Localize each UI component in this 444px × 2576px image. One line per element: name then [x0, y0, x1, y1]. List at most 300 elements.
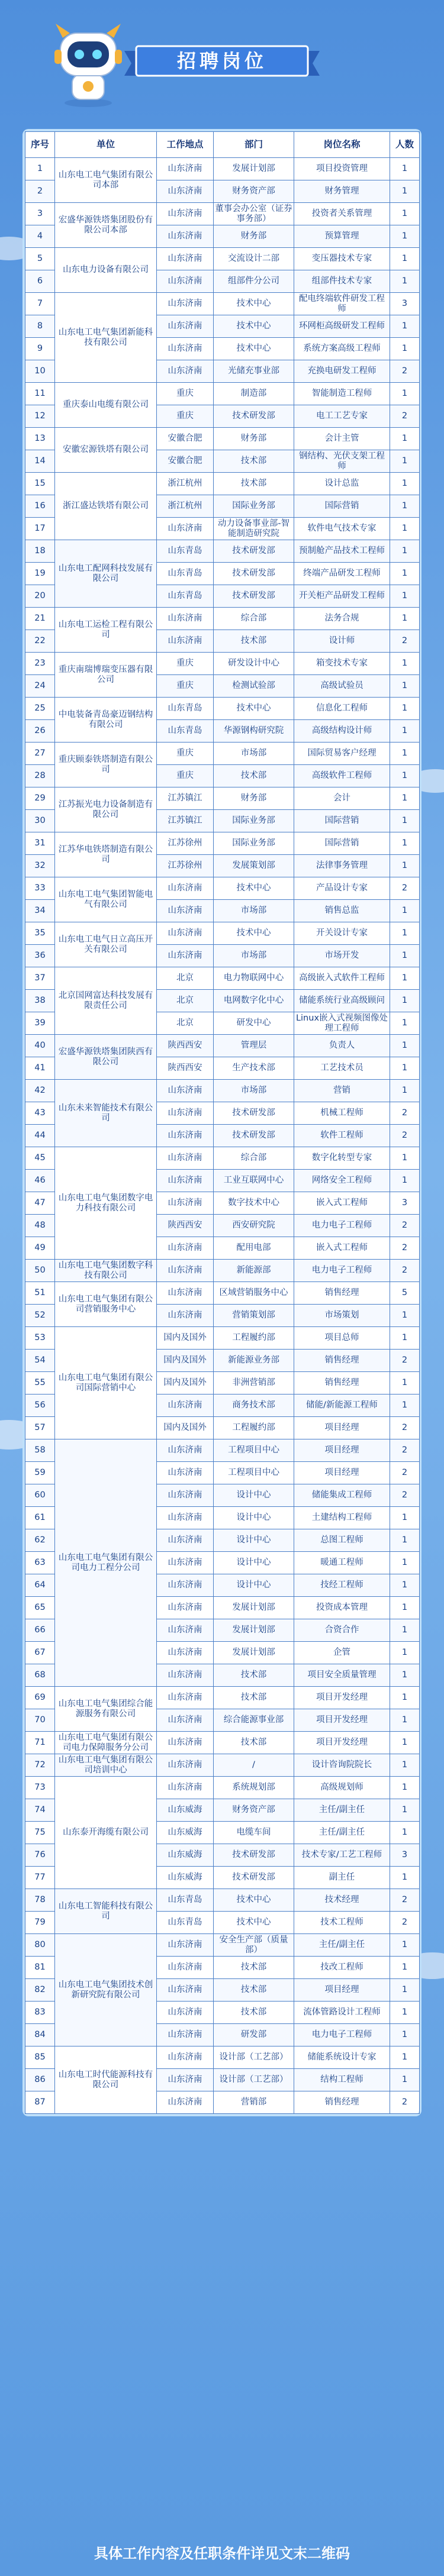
- row-number-cell: 86: [25, 2069, 55, 2091]
- location-cell: 山东济南: [157, 158, 214, 180]
- location-cell: 山东济南: [157, 1709, 214, 1732]
- headcount-cell: 1: [390, 1035, 420, 1057]
- department-cell: 发展计划部: [214, 1597, 294, 1619]
- department-cell: 技术研发部: [214, 563, 294, 585]
- row-number-cell: 32: [25, 855, 55, 877]
- location-cell: 山东济南: [157, 1777, 214, 1799]
- row-number-cell: 26: [25, 720, 55, 743]
- row-number-cell: 74: [25, 1799, 55, 1822]
- position-cell: 钢结构、光伏支架工程师: [294, 450, 390, 473]
- unit-cell: 中电装备青岛豪迈钢结构有限公司: [55, 698, 157, 743]
- department-cell: 国际业务部: [214, 810, 294, 832]
- row-number-cell: 83: [25, 2002, 55, 2024]
- headcount-cell: 1: [390, 1305, 420, 1327]
- unit-cell: 山东电工电气集团有限公司本部: [55, 158, 157, 203]
- table-row: [25, 1439, 420, 1462]
- location-cell: 国内及国外: [157, 1372, 214, 1394]
- position-cell: 销售经理: [294, 1350, 390, 1372]
- row-number-cell: 43: [25, 1102, 55, 1125]
- headcount-cell: 1: [390, 810, 420, 832]
- headcount-cell: 1: [390, 900, 420, 922]
- unit-cell: 山东电工时代能源科技有限公司: [55, 2046, 157, 2114]
- location-cell: 山东威海: [157, 1844, 214, 1867]
- headcount-cell: 1: [390, 1372, 420, 1394]
- row-number-cell: 69: [25, 1687, 55, 1709]
- table-row: [25, 428, 420, 450]
- department-cell: 技术部: [214, 2002, 294, 2024]
- column-header: 岗位名称: [294, 132, 390, 158]
- location-cell: 安徽合肥: [157, 450, 214, 473]
- table-row: [25, 832, 420, 855]
- row-number-cell: 71: [25, 1732, 55, 1754]
- row-number-cell: 2: [25, 180, 55, 203]
- location-cell: 山东青岛: [157, 698, 214, 720]
- row-number-cell: 15: [25, 473, 55, 495]
- row-number-cell: 33: [25, 877, 55, 900]
- headcount-cell: 1: [390, 1080, 420, 1102]
- row-number-cell: 3: [25, 203, 55, 225]
- headcount-cell: 1: [390, 1552, 420, 1574]
- location-cell: 山东济南: [157, 1305, 214, 1327]
- unit-cell: 山东电工电气集团有限公司营销服务中心: [55, 1282, 157, 1327]
- row-number-cell: 60: [25, 1484, 55, 1507]
- job-table-card: [25, 131, 419, 2114]
- headcount-cell: 3: [390, 1844, 420, 1867]
- row-number-cell: 21: [25, 608, 55, 630]
- position-cell: 设计师: [294, 630, 390, 653]
- department-cell: 设计中心: [214, 1574, 294, 1597]
- department-cell: 设计部（工艺部）: [214, 2069, 294, 2091]
- department-cell: 综合部: [214, 608, 294, 630]
- department-cell: 动力设备事业部-智能制造研究院: [214, 518, 294, 540]
- position-cell: 副主任: [294, 1867, 390, 1889]
- location-cell: 重庆: [157, 675, 214, 698]
- row-number-cell: 37: [25, 967, 55, 990]
- row-number-cell: 6: [25, 270, 55, 293]
- row-number-cell: 31: [25, 832, 55, 855]
- headcount-cell: 1: [390, 855, 420, 877]
- department-cell: 电缆车间: [214, 1822, 294, 1844]
- location-cell: 山东济南: [157, 1754, 214, 1777]
- headcount-cell: 1: [390, 787, 420, 810]
- headcount-cell: 2: [390, 1215, 420, 1237]
- position-cell: Linux嵌入式视频图像处理工程师: [294, 1012, 390, 1035]
- unit-cell: 山东电工电气集团数字科技有限公司: [55, 1260, 157, 1282]
- row-number-cell: 39: [25, 1012, 55, 1035]
- headcount-cell: 1: [390, 967, 420, 990]
- headcount-cell: 2: [390, 1237, 420, 1260]
- position-cell: 产品设计专家: [294, 877, 390, 900]
- position-cell: 环网柜高级研发工程师: [294, 315, 390, 338]
- row-number-cell: 12: [25, 405, 55, 428]
- headcount-cell: 1: [390, 495, 420, 518]
- position-cell: 结构工程师: [294, 2069, 390, 2091]
- department-cell: 技术中心: [214, 1889, 294, 1912]
- department-cell: 交流设计二部: [214, 248, 294, 270]
- headcount-cell: 1: [390, 1867, 420, 1889]
- location-cell: 山东济南: [157, 1192, 214, 1215]
- position-cell: 组部件技术专家: [294, 270, 390, 293]
- location-cell: 山东济南: [157, 1394, 214, 1417]
- location-cell: 山东济南: [157, 2002, 214, 2024]
- position-cell: 项目总师: [294, 1327, 390, 1350]
- location-cell: 山东济南: [157, 315, 214, 338]
- position-cell: 国际贸易客户经理: [294, 743, 390, 765]
- job-table: [25, 131, 420, 2114]
- department-cell: 系统规划部: [214, 1777, 294, 1799]
- unit-cell: 山东电工运检工程有限公司: [55, 608, 157, 653]
- position-cell: 网络安全工程师: [294, 1170, 390, 1192]
- location-cell: 山东济南: [157, 1147, 214, 1170]
- row-number-cell: 51: [25, 1282, 55, 1305]
- row-number-cell: 14: [25, 450, 55, 473]
- headcount-cell: 1: [390, 1687, 420, 1709]
- location-cell: 山东济南: [157, 608, 214, 630]
- row-number-cell: 53: [25, 1327, 55, 1350]
- headcount-cell: 1: [390, 720, 420, 743]
- unit-cell: 江苏华电铁塔制造有限公司: [55, 832, 157, 877]
- table-row: [25, 540, 420, 563]
- headcount-cell: 1: [390, 270, 420, 293]
- headcount-cell: 1: [390, 1529, 420, 1552]
- position-cell: 总图工程师: [294, 1529, 390, 1552]
- position-cell: 会计主管: [294, 428, 390, 450]
- location-cell: 山东济南: [157, 1687, 214, 1709]
- location-cell: 山东济南: [157, 1282, 214, 1305]
- row-number-cell: 63: [25, 1552, 55, 1574]
- unit-cell: 山东电工电气集团有限公司电力保障服务分公司: [55, 1732, 157, 1754]
- row-number-cell: 76: [25, 1844, 55, 1867]
- position-cell: 技术经理: [294, 1889, 390, 1912]
- location-cell: 山东济南: [157, 630, 214, 653]
- location-cell: 山东青岛: [157, 1912, 214, 1934]
- position-cell: 技改工程师: [294, 1957, 390, 1979]
- location-cell: 山东济南: [157, 922, 214, 945]
- department-cell: 设计中心: [214, 1484, 294, 1507]
- column-header: 部门: [214, 132, 294, 158]
- location-cell: 山东青岛: [157, 1889, 214, 1912]
- row-number-cell: 70: [25, 1709, 55, 1732]
- position-cell: 技术专家/工艺工程师: [294, 1844, 390, 1867]
- position-cell: 预算管理: [294, 225, 390, 248]
- table-row: [25, 1282, 420, 1305]
- headcount-cell: 1: [390, 1394, 420, 1417]
- headcount-cell: 1: [390, 1642, 420, 1664]
- department-cell: 非洲营销部: [214, 1372, 294, 1394]
- headcount-cell: 1: [390, 518, 420, 540]
- department-cell: 工程履约部: [214, 1417, 294, 1439]
- department-cell: 数字技术中心: [214, 1192, 294, 1215]
- location-cell: 山东济南: [157, 945, 214, 967]
- position-cell: 系统方案高级工程师: [294, 338, 390, 360]
- location-cell: 山东济南: [157, 900, 214, 922]
- table-row: [25, 2046, 420, 2069]
- headcount-cell: 1: [390, 1957, 420, 1979]
- headcount-cell: 5: [390, 1282, 420, 1305]
- headcount-cell: 1: [390, 675, 420, 698]
- department-cell: 技术部: [214, 1664, 294, 1687]
- unit-cell: 浙江盛达铁塔有限公司: [55, 473, 157, 540]
- position-cell: 终端产品研发工程师: [294, 563, 390, 585]
- location-cell: 山东济南: [157, 1664, 214, 1687]
- location-cell: 江苏徐州: [157, 855, 214, 877]
- location-cell: 山东济南: [157, 1934, 214, 1957]
- location-cell: 山东济南: [157, 1439, 214, 1462]
- position-cell: 高级规划师: [294, 1777, 390, 1799]
- headcount-cell: 1: [390, 1934, 420, 1957]
- unit-cell: 山东电工电气集团有限公司电力工程分公司: [55, 1439, 157, 1687]
- table-row: [25, 293, 420, 315]
- unit-cell: 山东电工智能科技有限公司: [55, 1889, 157, 1934]
- row-number-cell: 66: [25, 1619, 55, 1642]
- department-cell: 技术研发部: [214, 585, 294, 608]
- position-cell: 会计: [294, 787, 390, 810]
- row-number-cell: 87: [25, 2091, 55, 2114]
- location-cell: 陕西西安: [157, 1035, 214, 1057]
- headcount-cell: 1: [390, 698, 420, 720]
- location-cell: 山东济南: [157, 225, 214, 248]
- row-number-cell: 80: [25, 1934, 55, 1957]
- headcount-cell: 1: [390, 1619, 420, 1642]
- department-cell: 发展计划部: [214, 1642, 294, 1664]
- department-cell: /: [214, 1754, 294, 1777]
- position-cell: 合资合作: [294, 1619, 390, 1642]
- location-cell: 山东济南: [157, 2024, 214, 2046]
- department-cell: 设计中心: [214, 1507, 294, 1529]
- headcount-cell: 1: [390, 743, 420, 765]
- row-number-cell: 44: [25, 1125, 55, 1147]
- headcount-cell: 1: [390, 990, 420, 1012]
- department-cell: 华源钢构研究院: [214, 720, 294, 743]
- position-cell: 嵌入式工程师: [294, 1237, 390, 1260]
- headcount-cell: 1: [390, 1327, 420, 1350]
- headcount-cell: 1: [390, 248, 420, 270]
- position-cell: 法律事务管理: [294, 855, 390, 877]
- unit-cell: 山东电工电气日立高压开关有限公司: [55, 922, 157, 967]
- unit-cell: 山东电工电气集团有限公司培训中心: [55, 1754, 157, 1777]
- table-row: [25, 1147, 420, 1170]
- row-number-cell: 82: [25, 1979, 55, 2002]
- department-cell: 检测试验部: [214, 675, 294, 698]
- headcount-cell: 1: [390, 945, 420, 967]
- unit-cell: 山东电力设备有限公司: [55, 248, 157, 293]
- unit-cell: 山东电工电气集团综合能源服务有限公司: [55, 1687, 157, 1732]
- headcount-cell: 3: [390, 293, 420, 315]
- headcount-cell: 1: [390, 338, 420, 360]
- row-number-cell: 40: [25, 1035, 55, 1057]
- headcount-cell: 2: [390, 1260, 420, 1282]
- table-row: [25, 877, 420, 900]
- location-cell: 重庆: [157, 653, 214, 675]
- row-number-cell: 20: [25, 585, 55, 608]
- table-row: [25, 1080, 420, 1102]
- location-cell: 山东青岛: [157, 563, 214, 585]
- headcount-cell: 1: [390, 1507, 420, 1529]
- department-cell: 管理层: [214, 1035, 294, 1057]
- department-cell: 技术部: [214, 1732, 294, 1754]
- department-cell: 营销策划部: [214, 1305, 294, 1327]
- row-number-cell: 19: [25, 563, 55, 585]
- row-number-cell: 56: [25, 1394, 55, 1417]
- unit-cell: 北京国网富达科技发展有限责任公司: [55, 967, 157, 1035]
- row-number-cell: 78: [25, 1889, 55, 1912]
- row-number-cell: 79: [25, 1912, 55, 1934]
- row-number-cell: 62: [25, 1529, 55, 1552]
- position-cell: 软件电气技术专家: [294, 518, 390, 540]
- department-cell: 技术部: [214, 1979, 294, 2002]
- headcount-cell: 1: [390, 180, 420, 203]
- table-row: [25, 653, 420, 675]
- table-row: [25, 1327, 420, 1350]
- location-cell: 山东威海: [157, 1867, 214, 1889]
- unit-cell: 宏盛华源铁塔集团股份有限公司本部: [55, 203, 157, 248]
- department-cell: 技术研发部: [214, 1102, 294, 1125]
- location-cell: 山东济南: [157, 180, 214, 203]
- location-cell: 山东济南: [157, 1732, 214, 1754]
- department-cell: 综合能源事业部: [214, 1709, 294, 1732]
- position-cell: 项目开发经理: [294, 1732, 390, 1754]
- headcount-cell: 1: [390, 2002, 420, 2024]
- department-cell: 技术部: [214, 630, 294, 653]
- row-number-cell: 45: [25, 1147, 55, 1170]
- location-cell: 国内及国外: [157, 1417, 214, 1439]
- row-number-cell: 84: [25, 2024, 55, 2046]
- headcount-cell: 2: [390, 2091, 420, 2114]
- position-cell: 项目投资管理: [294, 158, 390, 180]
- department-cell: 技术研发部: [214, 1844, 294, 1867]
- location-cell: 山东济南: [157, 2069, 214, 2091]
- unit-cell: 安徽宏源铁塔有限公司: [55, 428, 157, 473]
- table-row: [25, 203, 420, 225]
- headcount-cell: 1: [390, 608, 420, 630]
- department-cell: 工程项目中心: [214, 1439, 294, 1462]
- row-number-cell: 22: [25, 630, 55, 653]
- footer-note: 具体工作内容及任职条件详见文末二维码: [94, 2545, 350, 2562]
- row-number-cell: 10: [25, 360, 55, 383]
- department-cell: 技术部: [214, 1957, 294, 1979]
- position-cell: 工艺技术员: [294, 1057, 390, 1080]
- robot-mascot-icon: [50, 20, 127, 109]
- row-number-cell: 50: [25, 1260, 55, 1282]
- table-row: [25, 383, 420, 405]
- headcount-cell: 1: [390, 653, 420, 675]
- department-cell: 设计中心: [214, 1529, 294, 1552]
- headcount-cell: 1: [390, 428, 420, 450]
- headcount-cell: 2: [390, 360, 420, 383]
- headcount-cell: 1: [390, 1754, 420, 1777]
- table-row: [25, 1889, 420, 1912]
- location-cell: 山东济南: [157, 360, 214, 383]
- table-row: [25, 1732, 420, 1754]
- row-number-cell: 48: [25, 1215, 55, 1237]
- unit-cell: 山东电工电气集团智能电气有限公司: [55, 877, 157, 922]
- location-cell: 山东青岛: [157, 720, 214, 743]
- position-cell: 营销: [294, 1080, 390, 1102]
- headcount-cell: 1: [390, 1597, 420, 1619]
- position-cell: 市场开发: [294, 945, 390, 967]
- location-cell: 山东济南: [157, 248, 214, 270]
- headcount-cell: 1: [390, 1709, 420, 1732]
- unit-cell: 山东未来智能技术有限公司: [55, 1080, 157, 1147]
- position-cell: 企管: [294, 1642, 390, 1664]
- department-cell: 综合部: [214, 1147, 294, 1170]
- unit-cell: 宏盛华源铁塔集团陕西有限公司: [55, 1035, 157, 1080]
- row-number-cell: 35: [25, 922, 55, 945]
- job-table-body: [25, 158, 420, 2114]
- row-number-cell: 1: [25, 158, 55, 180]
- location-cell: 山东济南: [157, 1125, 214, 1147]
- row-number-cell: 9: [25, 338, 55, 360]
- department-cell: 市场部: [214, 743, 294, 765]
- position-cell: 投资者关系管理: [294, 203, 390, 225]
- row-number-cell: 25: [25, 698, 55, 720]
- department-cell: 研发设计中心: [214, 653, 294, 675]
- location-cell: 山东济南: [157, 1237, 214, 1260]
- position-cell: 开关柜产品研发工程师: [294, 585, 390, 608]
- department-cell: 技术中心: [214, 338, 294, 360]
- location-cell: 山东济南: [157, 1957, 214, 1979]
- position-cell: 项目经理: [294, 1979, 390, 2002]
- row-number-cell: 52: [25, 1305, 55, 1327]
- headcount-cell: 2: [390, 405, 420, 428]
- position-cell: 销售经理: [294, 2091, 390, 2114]
- table-row: [25, 922, 420, 945]
- location-cell: 山东青岛: [157, 585, 214, 608]
- row-number-cell: 67: [25, 1642, 55, 1664]
- unit-cell: 重庆顾泰铁塔制造有限公司: [55, 743, 157, 787]
- location-cell: 山东济南: [157, 1597, 214, 1619]
- headcount-cell: 1: [390, 563, 420, 585]
- department-cell: 西安研究院: [214, 1215, 294, 1237]
- location-cell: 山东济南: [157, 1642, 214, 1664]
- unit-cell: 山东电工配网科技发展有限公司: [55, 540, 157, 608]
- row-number-cell: 13: [25, 428, 55, 450]
- position-cell: 储能系统设计专家: [294, 2046, 390, 2069]
- position-cell: 电力电子工程师: [294, 2024, 390, 2046]
- row-number-cell: 81: [25, 1957, 55, 1979]
- position-cell: 电工工艺专家: [294, 405, 390, 428]
- department-cell: 设计部（工艺部）: [214, 2046, 294, 2069]
- department-cell: 技术中心: [214, 315, 294, 338]
- department-cell: 市场部: [214, 945, 294, 967]
- department-cell: 区域营销服务中心: [214, 1282, 294, 1305]
- position-cell: 高级软件工程师: [294, 765, 390, 787]
- row-number-cell: 30: [25, 810, 55, 832]
- row-number-cell: 24: [25, 675, 55, 698]
- headcount-cell: 1: [390, 1170, 420, 1192]
- row-number-cell: 64: [25, 1574, 55, 1597]
- location-cell: 江苏徐州: [157, 832, 214, 855]
- department-cell: 财务部: [214, 428, 294, 450]
- row-number-cell: 34: [25, 900, 55, 922]
- location-cell: 山东青岛: [157, 540, 214, 563]
- position-cell: 项目经理: [294, 1417, 390, 1439]
- unit-cell: 山东电工电气集团有限公司国际营销中心: [55, 1327, 157, 1439]
- headcount-cell: 2: [390, 1350, 420, 1372]
- column-header: 工作地点: [157, 132, 214, 158]
- headcount-cell: 2: [390, 1912, 420, 1934]
- headcount-cell: 1: [390, 203, 420, 225]
- row-number-cell: 29: [25, 787, 55, 810]
- department-cell: 技术部: [214, 473, 294, 495]
- location-cell: 北京: [157, 990, 214, 1012]
- position-cell: 技术工程师: [294, 1912, 390, 1934]
- department-cell: 国际业务部: [214, 495, 294, 518]
- headcount-cell: 1: [390, 1799, 420, 1822]
- row-number-cell: 42: [25, 1080, 55, 1102]
- position-cell: 配电终端软件研发工程师: [294, 293, 390, 315]
- position-cell: 预制舱产品技术工程师: [294, 540, 390, 563]
